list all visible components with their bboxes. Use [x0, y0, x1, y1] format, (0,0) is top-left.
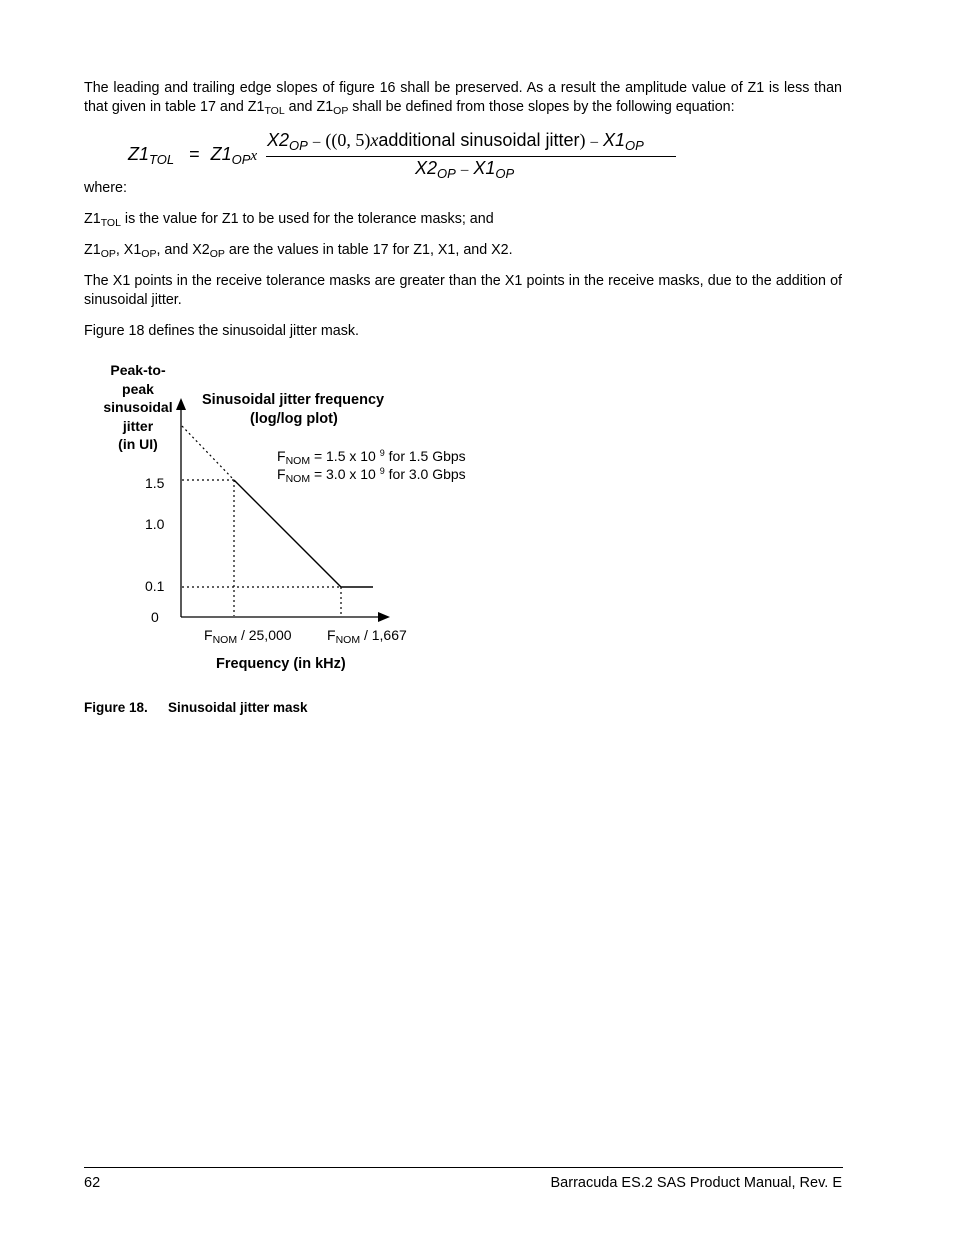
- eq-minus: –: [590, 134, 598, 150]
- fnom-1-5-gbps: [277, 448, 466, 467]
- eq-equals: =: [189, 144, 200, 164]
- equation-numerator: [267, 130, 644, 151]
- subscript: NOM: [285, 455, 311, 467]
- y-tick-1-0: 1.0: [145, 516, 165, 532]
- intro-paragraph: [84, 79, 842, 117]
- def-text: Z1: [84, 242, 101, 258]
- x-tick-fnom-25000: [204, 627, 292, 646]
- fnom-text: F: [277, 448, 286, 464]
- subscript: TOL: [264, 105, 285, 117]
- y-axis-title-line: sinusoidal: [103, 399, 173, 415]
- figure-number: Figure 18.: [84, 700, 148, 715]
- def-text: , and X2: [156, 242, 210, 258]
- intro-text: shall be defined from those slopes by the following equation:: [348, 99, 735, 115]
- def-text: Z1: [84, 211, 101, 227]
- eq-symbol: Z1: [128, 144, 150, 164]
- x-tick-text: / 1,667: [360, 627, 407, 643]
- eq-subscript: TOL: [149, 152, 175, 167]
- subscript: OP: [209, 248, 225, 260]
- document-title: Barracuda ES.2 SAS Product Manual, Rev. E: [550, 1175, 842, 1191]
- where-label: where:: [84, 180, 127, 196]
- x1-points-paragraph: The X1 points in the receive tolerance masks are greater than the X1 points in the receive masks, due to the addition of sinusoidal jitter.: [84, 273, 842, 308]
- eq-term: ): [579, 130, 586, 150]
- eq-symbol: X2: [267, 130, 290, 150]
- y-axis-title-line: jitter: [122, 417, 154, 434]
- subscript: OP: [141, 248, 157, 260]
- definition-z1-tol: [84, 210, 842, 229]
- footer-rule: [84, 1167, 843, 1168]
- y-axis-title-line: (in UI): [118, 436, 158, 452]
- eq-term: additional sinusoidal jitter: [378, 130, 580, 150]
- eq-symbol: X1: [603, 130, 626, 150]
- fnom-text: F: [277, 466, 286, 482]
- eq-subscript: OP: [625, 138, 644, 153]
- x-tick-fnom-1667: [327, 627, 407, 646]
- x-axis-title: Frequency (in kHz): [216, 656, 346, 672]
- definition-op-values: [84, 241, 842, 260]
- equation-lhs: [128, 144, 257, 165]
- eq-subscript: OP: [495, 166, 515, 181]
- y-tick-1-5: 1.5: [145, 475, 165, 491]
- fnom-text: = 3.0 x 10: [310, 466, 380, 482]
- subscript: TOL: [100, 217, 121, 229]
- figure-reference-paragraph: Figure 18 defines the sinusoidal jitter mask.: [84, 323, 359, 339]
- eq-minus: –: [312, 134, 321, 150]
- page-number: 62: [84, 1175, 101, 1191]
- figure-title: Sinusoidal jitter mask: [168, 700, 308, 715]
- extrapolated-slope-dotted: [182, 426, 234, 480]
- fnom-text: for 1.5 Gbps: [384, 448, 466, 464]
- x-axis-arrow: [378, 612, 390, 622]
- y-tick-0: 0: [151, 609, 159, 625]
- eq-symbol: X2: [415, 158, 438, 178]
- eq-term: ((0, 5): [325, 130, 371, 150]
- x-tick-text: F: [327, 627, 336, 643]
- eq-symbol: Z1: [210, 144, 232, 164]
- jitter-mask-curve: [234, 480, 373, 587]
- y-tick-0-1: 0.1: [145, 578, 165, 594]
- subscript: OP: [333, 105, 349, 117]
- subscript: NOM: [285, 473, 311, 485]
- intro-text: and Z1: [284, 99, 334, 115]
- def-text: is the value for Z1 to be used for the tolerance masks; and: [120, 211, 494, 227]
- eq-symbol: X1: [473, 158, 496, 178]
- eq-times: x: [250, 148, 258, 164]
- plot-title-line2: (log/log plot): [250, 411, 338, 427]
- figure-caption: [84, 700, 308, 715]
- y-axis-title-line: Peak-to-: [110, 362, 166, 378]
- def-text: , X1: [115, 242, 142, 258]
- fnom-text: for 3.0 Gbps: [384, 466, 466, 482]
- equation-denominator: [415, 158, 514, 179]
- plot-title-line1: Sinusoidal jitter frequency: [202, 392, 385, 408]
- superscript: 9: [379, 466, 385, 476]
- y-axis-title: [92, 361, 184, 454]
- fnom-3-0-gbps: [277, 466, 466, 485]
- def-text: are the values in table 17 for Z1, X1, and X2.: [224, 242, 513, 258]
- superscript: 9: [379, 448, 385, 458]
- eq-subscript: OP: [231, 152, 251, 167]
- eq-minus: –: [460, 162, 469, 178]
- subscript: NOM: [335, 634, 361, 646]
- y-axis-title-line: peak: [122, 380, 154, 397]
- fraction-bar: [266, 156, 676, 157]
- x-tick-text: F: [204, 627, 213, 643]
- subscript: OP: [100, 248, 116, 260]
- subscript: NOM: [212, 634, 238, 646]
- intro-text: The leading and trailing edge slopes of figure 16 shall be preserved. As a result the amplitude value of Z1 is less than that given in table 17 and Z1: [84, 80, 842, 115]
- eq-subscript: OP: [437, 166, 456, 181]
- eq-times: x: [370, 130, 379, 150]
- eq-subscript: OP: [289, 138, 308, 153]
- x-tick-text: / 25,000: [237, 627, 292, 643]
- fnom-text: = 1.5 x 10: [310, 448, 380, 464]
